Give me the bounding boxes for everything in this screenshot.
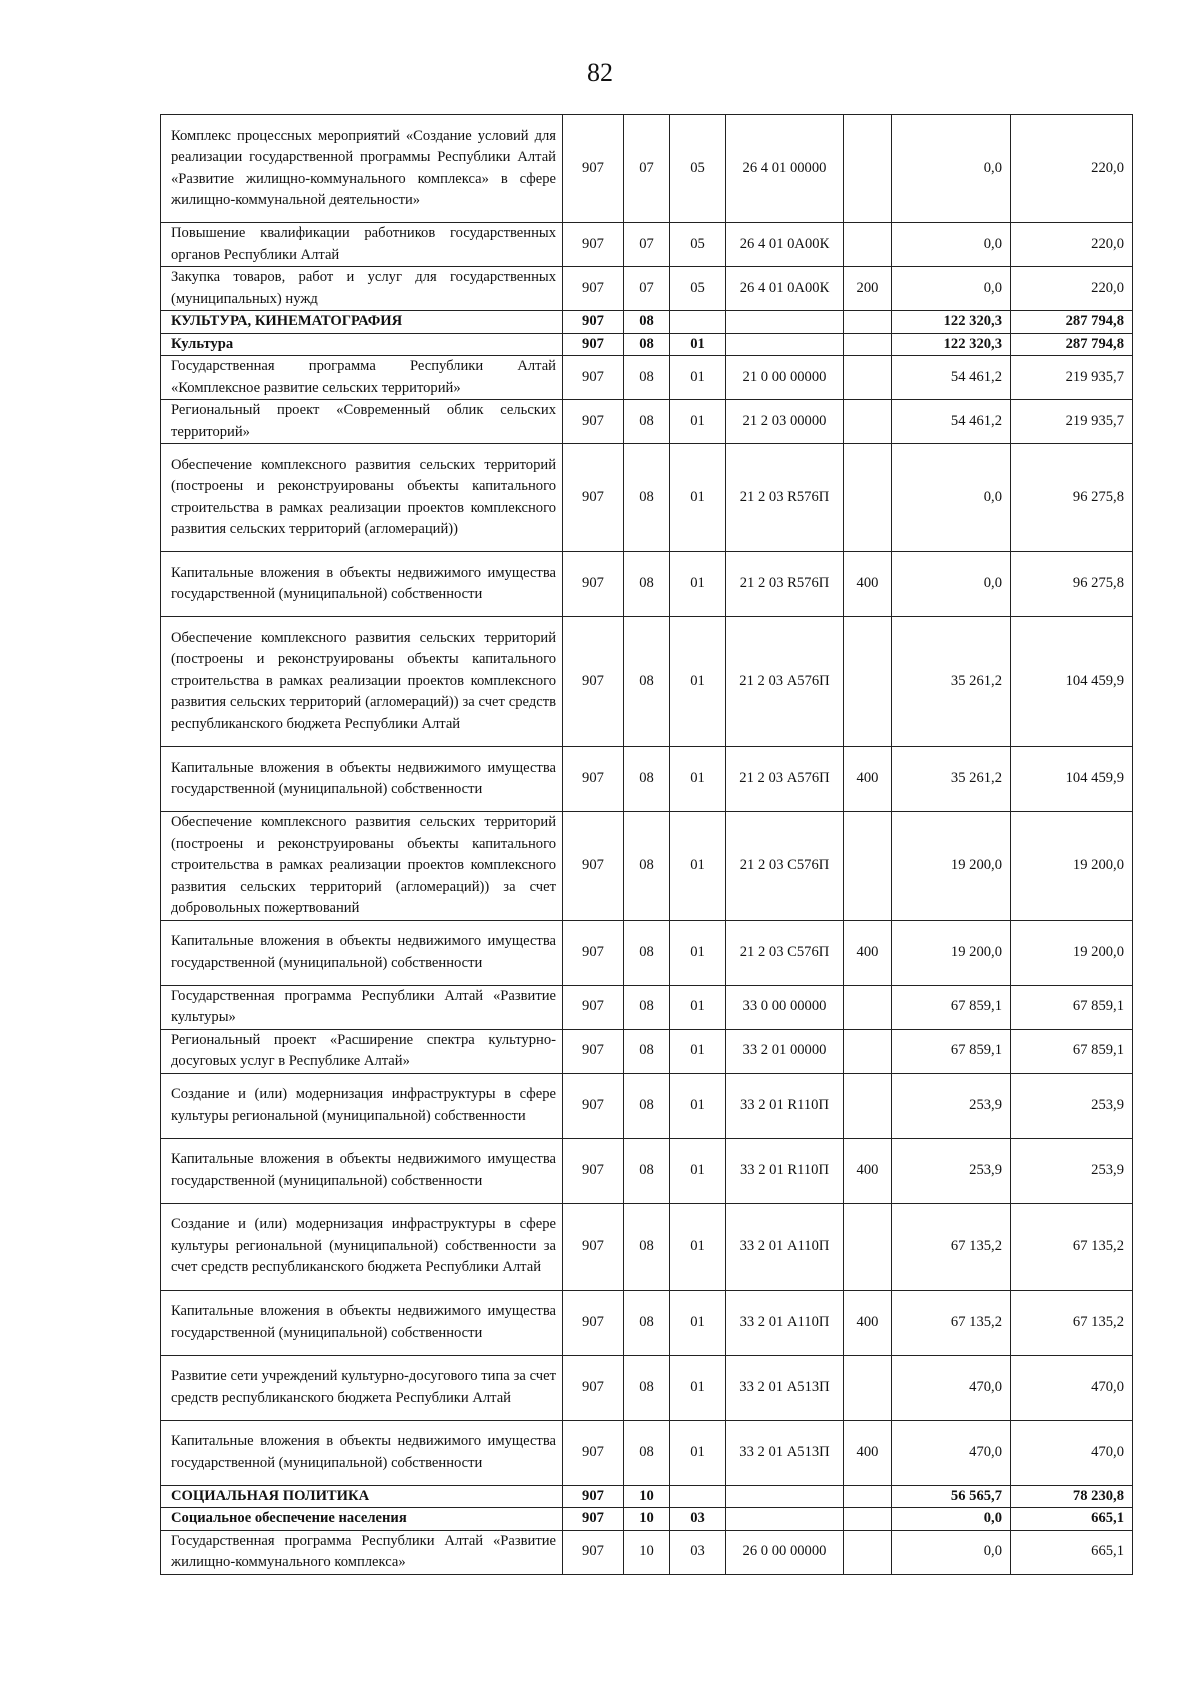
row-target-article-cell: 33 2 01 00000 bbox=[726, 1029, 844, 1073]
row-name-cell: Создание и (или) модернизация инфраструктуры в сфере культуры региональной (муниципальной) собственности за счет средств республиканского бюджета Республики Алтай bbox=[161, 1203, 563, 1290]
table-row bbox=[161, 400, 1133, 444]
row-name-cell: Обеспечение комплексного развития сельских территорий (построены и реконструированы объекты капитального строительства в рамках реализации проектов комплексного развития сельских территорий (агломераций)) за счет средств республиканского бюджета Республики Алтай bbox=[161, 617, 563, 747]
row-amount-1-cell: 122 320,3 bbox=[892, 311, 1011, 334]
row-target-article-cell: 33 0 00 00000 bbox=[726, 985, 844, 1029]
row-amount-2-cell: 67 859,1 bbox=[1011, 1029, 1133, 1073]
row-expense-type-cell bbox=[844, 115, 892, 223]
row-section-cell: 07 bbox=[624, 223, 670, 267]
row-expense-type-cell: 400 bbox=[844, 1420, 892, 1485]
row-subsection-cell: 01 bbox=[670, 985, 726, 1029]
table-row bbox=[161, 444, 1133, 552]
row-amount-1-cell: 0,0 bbox=[892, 1508, 1011, 1531]
row-amount-2-cell: 19 200,0 bbox=[1011, 920, 1133, 985]
row-target-article-cell: 21 2 03 00000 bbox=[726, 400, 844, 444]
row-name-cell: Капитальные вложения в объекты недвижимого имущества государственной (муниципальной) собственности bbox=[161, 920, 563, 985]
row-admin-code-cell: 907 bbox=[563, 1138, 624, 1203]
row-subsection-cell: 01 bbox=[670, 552, 726, 617]
row-subsection-cell: 01 bbox=[670, 444, 726, 552]
row-subsection-cell: 05 bbox=[670, 223, 726, 267]
row-amount-2-cell: 67 135,2 bbox=[1011, 1290, 1133, 1355]
row-name-cell: Капитальные вложения в объекты недвижимого имущества государственной (муниципальной) собственности bbox=[161, 1138, 563, 1203]
row-amount-1-cell: 470,0 bbox=[892, 1420, 1011, 1485]
table-row bbox=[161, 1290, 1133, 1355]
row-admin-code-cell: 907 bbox=[563, 1508, 624, 1531]
row-subsection-cell: 01 bbox=[670, 1203, 726, 1290]
row-expense-type-cell bbox=[844, 1355, 892, 1420]
row-expense-type-cell: 200 bbox=[844, 267, 892, 311]
row-expense-type-cell bbox=[844, 1203, 892, 1290]
row-name-cell: Повышение квалификации работников государственных органов Республики Алтай bbox=[161, 223, 563, 267]
row-section-cell: 08 bbox=[624, 920, 670, 985]
row-admin-code-cell: 907 bbox=[563, 617, 624, 747]
table-row bbox=[161, 311, 1133, 334]
row-admin-code-cell: 907 bbox=[563, 1485, 624, 1508]
row-subsection-cell: 01 bbox=[670, 920, 726, 985]
row-subsection-cell: 01 bbox=[670, 1138, 726, 1203]
table-row bbox=[161, 985, 1133, 1029]
row-section-cell: 10 bbox=[624, 1530, 670, 1574]
row-amount-1-cell: 56 565,7 bbox=[892, 1485, 1011, 1508]
row-amount-1-cell: 0,0 bbox=[892, 267, 1011, 311]
row-section-cell: 08 bbox=[624, 1203, 670, 1290]
row-target-article-cell bbox=[726, 1508, 844, 1531]
page-number: 82 bbox=[587, 58, 613, 87]
row-amount-2-cell: 220,0 bbox=[1011, 115, 1133, 223]
row-expense-type-cell bbox=[844, 223, 892, 267]
row-target-article-cell: 33 2 01 А513П bbox=[726, 1420, 844, 1485]
row-amount-2-cell: 104 459,9 bbox=[1011, 617, 1133, 747]
row-section-cell: 08 bbox=[624, 444, 670, 552]
row-amount-2-cell: 96 275,8 bbox=[1011, 552, 1133, 617]
row-amount-1-cell: 67 135,2 bbox=[892, 1290, 1011, 1355]
row-amount-1-cell: 0,0 bbox=[892, 444, 1011, 552]
row-target-article-cell bbox=[726, 333, 844, 356]
row-section-cell: 08 bbox=[624, 985, 670, 1029]
row-admin-code-cell: 907 bbox=[563, 1073, 624, 1138]
row-subsection-cell: 01 bbox=[670, 617, 726, 747]
row-admin-code-cell: 907 bbox=[563, 1355, 624, 1420]
table-row bbox=[161, 223, 1133, 267]
table-row bbox=[161, 1203, 1133, 1290]
row-admin-code-cell: 907 bbox=[563, 552, 624, 617]
row-section-cell: 08 bbox=[624, 617, 670, 747]
table-row bbox=[161, 1029, 1133, 1073]
row-amount-2-cell: 287 794,8 bbox=[1011, 333, 1133, 356]
row-target-article-cell: 33 2 01 А513П bbox=[726, 1355, 844, 1420]
row-name-cell: Региональный проект «Современный облик сельских территорий» bbox=[161, 400, 563, 444]
row-amount-2-cell: 78 230,8 bbox=[1011, 1485, 1133, 1508]
table-row bbox=[161, 552, 1133, 617]
table-row bbox=[161, 115, 1133, 223]
table-row bbox=[161, 1073, 1133, 1138]
row-subsection-cell bbox=[670, 311, 726, 334]
row-amount-2-cell: 665,1 bbox=[1011, 1508, 1133, 1531]
row-amount-2-cell: 219 935,7 bbox=[1011, 356, 1133, 400]
row-amount-2-cell: 470,0 bbox=[1011, 1355, 1133, 1420]
row-admin-code-cell: 907 bbox=[563, 812, 624, 921]
row-admin-code-cell: 907 bbox=[563, 311, 624, 334]
row-section-cell: 08 bbox=[624, 1420, 670, 1485]
row-subsection-cell: 03 bbox=[670, 1530, 726, 1574]
row-amount-1-cell: 67 859,1 bbox=[892, 985, 1011, 1029]
row-admin-code-cell: 907 bbox=[563, 444, 624, 552]
row-subsection-cell: 05 bbox=[670, 267, 726, 311]
row-name-cell: Обеспечение комплексного развития сельских территорий (построены и реконструированы объекты капитального строительства в рамках реализации проектов комплексного развития сельских территорий (агломераций)) bbox=[161, 444, 563, 552]
row-name-cell: Капитальные вложения в объекты недвижимого имущества государственной (муниципальной) собственности bbox=[161, 1290, 563, 1355]
row-expense-type-cell bbox=[844, 1073, 892, 1138]
row-section-cell: 08 bbox=[624, 333, 670, 356]
row-expense-type-cell bbox=[844, 985, 892, 1029]
row-expense-type-cell: 400 bbox=[844, 747, 892, 812]
table-row bbox=[161, 920, 1133, 985]
row-target-article-cell: 21 2 03 А576П bbox=[726, 617, 844, 747]
row-amount-1-cell: 19 200,0 bbox=[892, 920, 1011, 985]
row-admin-code-cell: 907 bbox=[563, 1420, 624, 1485]
row-amount-2-cell: 19 200,0 bbox=[1011, 812, 1133, 921]
row-name-cell: Культура bbox=[161, 333, 563, 356]
row-subsection-cell: 01 bbox=[670, 1029, 726, 1073]
row-target-article-cell: 21 2 03 R576П bbox=[726, 444, 844, 552]
row-expense-type-cell bbox=[844, 1029, 892, 1073]
row-target-article-cell: 26 0 00 00000 bbox=[726, 1530, 844, 1574]
row-subsection-cell: 01 bbox=[670, 1290, 726, 1355]
row-subsection-cell: 03 bbox=[670, 1508, 726, 1531]
table-row bbox=[161, 812, 1133, 921]
budget-table bbox=[160, 114, 1133, 1575]
row-amount-1-cell: 253,9 bbox=[892, 1138, 1011, 1203]
row-expense-type-cell: 400 bbox=[844, 552, 892, 617]
row-subsection-cell: 01 bbox=[670, 1355, 726, 1420]
row-amount-1-cell: 0,0 bbox=[892, 1530, 1011, 1574]
row-subsection-cell: 01 bbox=[670, 333, 726, 356]
row-amount-2-cell: 253,9 bbox=[1011, 1138, 1133, 1203]
row-amount-1-cell: 35 261,2 bbox=[892, 747, 1011, 812]
row-admin-code-cell: 907 bbox=[563, 1290, 624, 1355]
row-name-cell: Капитальные вложения в объекты недвижимого имущества государственной (муниципальной) собственности bbox=[161, 747, 563, 812]
table-row bbox=[161, 1530, 1133, 1574]
row-section-cell: 08 bbox=[624, 356, 670, 400]
row-expense-type-cell: 400 bbox=[844, 920, 892, 985]
row-expense-type-cell bbox=[844, 1485, 892, 1508]
row-subsection-cell: 01 bbox=[670, 400, 726, 444]
table-row bbox=[161, 617, 1133, 747]
row-amount-1-cell: 470,0 bbox=[892, 1355, 1011, 1420]
row-section-cell: 10 bbox=[624, 1485, 670, 1508]
row-subsection-cell: 01 bbox=[670, 356, 726, 400]
row-section-cell: 08 bbox=[624, 311, 670, 334]
table-body bbox=[161, 115, 1133, 1575]
row-expense-type-cell bbox=[844, 400, 892, 444]
row-amount-2-cell: 220,0 bbox=[1011, 223, 1133, 267]
row-target-article-cell bbox=[726, 1485, 844, 1508]
row-section-cell: 08 bbox=[624, 400, 670, 444]
row-subsection-cell: 01 bbox=[670, 812, 726, 921]
row-expense-type-cell bbox=[844, 311, 892, 334]
row-name-cell: Государственная программа Республики Алтай «Развитие культуры» bbox=[161, 985, 563, 1029]
table-row bbox=[161, 356, 1133, 400]
row-subsection-cell: 01 bbox=[670, 747, 726, 812]
row-amount-2-cell: 67 135,2 bbox=[1011, 1203, 1133, 1290]
row-amount-2-cell: 67 859,1 bbox=[1011, 985, 1133, 1029]
row-expense-type-cell bbox=[844, 333, 892, 356]
row-target-article-cell: 26 4 01 0А00К bbox=[726, 267, 844, 311]
row-name-cell: СОЦИАЛЬНАЯ ПОЛИТИКА bbox=[161, 1485, 563, 1508]
row-admin-code-cell: 907 bbox=[563, 747, 624, 812]
row-section-cell: 08 bbox=[624, 747, 670, 812]
row-amount-1-cell: 54 461,2 bbox=[892, 400, 1011, 444]
table-row bbox=[161, 267, 1133, 311]
row-amount-2-cell: 470,0 bbox=[1011, 1420, 1133, 1485]
row-name-cell: Обеспечение комплексного развития сельских территорий (построены и реконструированы объекты капитального строительства в рамках реализации проектов комплексного развития сельских территорий (агломераций)) за счет добровольных пожертвований bbox=[161, 812, 563, 921]
row-amount-1-cell: 19 200,0 bbox=[892, 812, 1011, 921]
table-row bbox=[161, 1138, 1133, 1203]
row-section-cell: 08 bbox=[624, 1138, 670, 1203]
row-name-cell: Региональный проект «Расширение спектра культурно-досуговых услуг в Республике Алтай» bbox=[161, 1029, 563, 1073]
row-target-article-cell: 33 2 01 А110П bbox=[726, 1290, 844, 1355]
table-row bbox=[161, 1508, 1133, 1531]
row-expense-type-cell bbox=[844, 617, 892, 747]
row-admin-code-cell: 907 bbox=[563, 985, 624, 1029]
row-amount-2-cell: 665,1 bbox=[1011, 1530, 1133, 1574]
row-amount-2-cell: 253,9 bbox=[1011, 1073, 1133, 1138]
row-subsection-cell: 01 bbox=[670, 1420, 726, 1485]
row-expense-type-cell: 400 bbox=[844, 1138, 892, 1203]
row-admin-code-cell: 907 bbox=[563, 356, 624, 400]
table-row bbox=[161, 1355, 1133, 1420]
row-amount-2-cell: 104 459,9 bbox=[1011, 747, 1133, 812]
row-amount-1-cell: 0,0 bbox=[892, 223, 1011, 267]
table-row bbox=[161, 747, 1133, 812]
row-expense-type-cell bbox=[844, 1530, 892, 1574]
row-amount-2-cell: 287 794,8 bbox=[1011, 311, 1133, 334]
row-amount-2-cell: 96 275,8 bbox=[1011, 444, 1133, 552]
row-amount-2-cell: 220,0 bbox=[1011, 267, 1133, 311]
row-target-article-cell: 26 4 01 00000 bbox=[726, 115, 844, 223]
row-admin-code-cell: 907 bbox=[563, 400, 624, 444]
row-amount-1-cell: 253,9 bbox=[892, 1073, 1011, 1138]
row-target-article-cell: 33 2 01 R110П bbox=[726, 1138, 844, 1203]
row-target-article-cell bbox=[726, 311, 844, 334]
row-expense-type-cell bbox=[844, 444, 892, 552]
table-row bbox=[161, 1485, 1133, 1508]
row-subsection-cell: 01 bbox=[670, 1073, 726, 1138]
row-amount-1-cell: 0,0 bbox=[892, 552, 1011, 617]
table-row bbox=[161, 333, 1133, 356]
row-expense-type-cell bbox=[844, 1508, 892, 1531]
row-subsection-cell bbox=[670, 1485, 726, 1508]
row-target-article-cell: 21 0 00 00000 bbox=[726, 356, 844, 400]
row-section-cell: 08 bbox=[624, 1029, 670, 1073]
row-amount-1-cell: 54 461,2 bbox=[892, 356, 1011, 400]
row-amount-2-cell: 219 935,7 bbox=[1011, 400, 1133, 444]
row-target-article-cell: 21 2 03 R576П bbox=[726, 552, 844, 617]
table-row bbox=[161, 1420, 1133, 1485]
row-name-cell: Закупка товаров, работ и услуг для государственных (муниципальных) нужд bbox=[161, 267, 563, 311]
row-name-cell: Государственная программа Республики Алтай «Развитие жилищно-коммунального комплекса» bbox=[161, 1530, 563, 1574]
row-target-article-cell: 21 2 03 А576П bbox=[726, 747, 844, 812]
row-admin-code-cell: 907 bbox=[563, 267, 624, 311]
row-name-cell: Государственная программа Республики Алтай «Комплексное развитие сельских территорий» bbox=[161, 356, 563, 400]
row-target-article-cell: 21 2 03 С576П bbox=[726, 812, 844, 921]
row-section-cell: 08 bbox=[624, 812, 670, 921]
row-amount-1-cell: 122 320,3 bbox=[892, 333, 1011, 356]
row-name-cell: Комплекс процессных мероприятий «Создание условий для реализации государственной программы Республики Алтай «Развитие жилищно-коммунального комплекса» в сфере жилищно-коммунальной деятельности» bbox=[161, 115, 563, 223]
row-admin-code-cell: 907 bbox=[563, 115, 624, 223]
row-section-cell: 10 bbox=[624, 1508, 670, 1531]
row-target-article-cell: 33 2 01 А110П bbox=[726, 1203, 844, 1290]
row-target-article-cell: 33 2 01 R110П bbox=[726, 1073, 844, 1138]
row-name-cell: Развитие сети учреждений культурно-досугового типа за счет средств республиканского бюджета Республики Алтай bbox=[161, 1355, 563, 1420]
row-admin-code-cell: 907 bbox=[563, 223, 624, 267]
row-admin-code-cell: 907 bbox=[563, 1203, 624, 1290]
row-section-cell: 07 bbox=[624, 267, 670, 311]
row-amount-1-cell: 35 261,2 bbox=[892, 617, 1011, 747]
row-name-cell: КУЛЬТУРА, КИНЕМАТОГРАФИЯ bbox=[161, 311, 563, 334]
row-admin-code-cell: 907 bbox=[563, 333, 624, 356]
row-name-cell: Капитальные вложения в объекты недвижимого имущества государственной (муниципальной) собственности bbox=[161, 1420, 563, 1485]
row-expense-type-cell: 400 bbox=[844, 1290, 892, 1355]
row-section-cell: 07 bbox=[624, 115, 670, 223]
row-expense-type-cell bbox=[844, 356, 892, 400]
row-name-cell: Создание и (или) модернизация инфраструктуры в сфере культуры региональной (муниципальной) собственности bbox=[161, 1073, 563, 1138]
row-amount-1-cell: 67 135,2 bbox=[892, 1203, 1011, 1290]
row-section-cell: 08 bbox=[624, 1290, 670, 1355]
row-section-cell: 08 bbox=[624, 1355, 670, 1420]
row-name-cell: Социальное обеспечение населения bbox=[161, 1508, 563, 1531]
row-admin-code-cell: 907 bbox=[563, 1029, 624, 1073]
row-target-article-cell: 26 4 01 0А00К bbox=[726, 223, 844, 267]
row-expense-type-cell bbox=[844, 812, 892, 921]
row-section-cell: 08 bbox=[624, 1073, 670, 1138]
row-amount-1-cell: 0,0 bbox=[892, 115, 1011, 223]
row-subsection-cell: 05 bbox=[670, 115, 726, 223]
row-name-cell: Капитальные вложения в объекты недвижимого имущества государственной (муниципальной) собственности bbox=[161, 552, 563, 617]
row-target-article-cell: 21 2 03 С576П bbox=[726, 920, 844, 985]
row-admin-code-cell: 907 bbox=[563, 920, 624, 985]
row-amount-1-cell: 67 859,1 bbox=[892, 1029, 1011, 1073]
row-section-cell: 08 bbox=[624, 552, 670, 617]
row-admin-code-cell: 907 bbox=[563, 1530, 624, 1574]
